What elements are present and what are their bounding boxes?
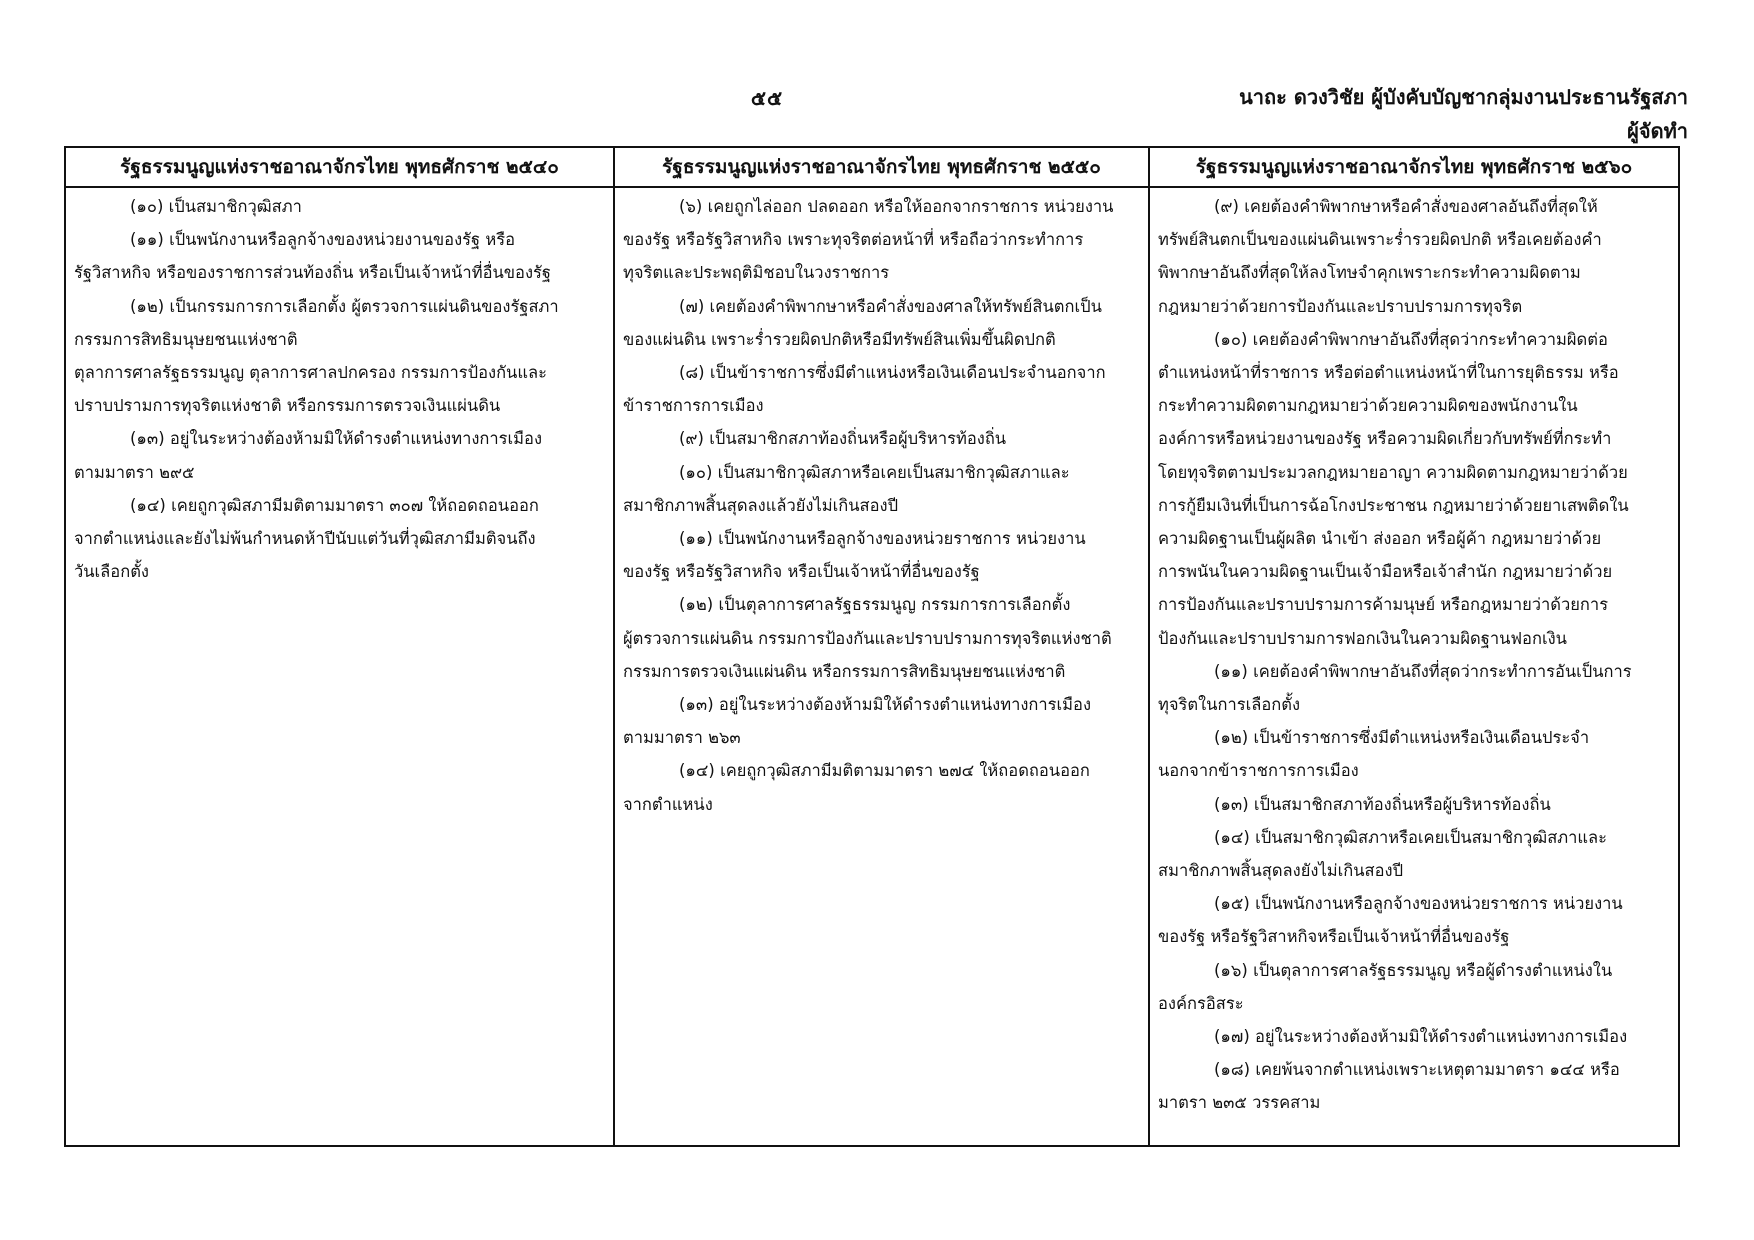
clause-paragraph: (๙) เคยต้องคำพิพากษาหรือคำสั่งของศาลอันถึงที่สุดให้ ทรัพย์สินตกเป็นของแผ่นดินเพราะร่ำรวยผิดปกติ หรือเคยต้องคำ พิพากษาอันถึงที่สุดให้ลงโทษจำคุกเพราะกระทำความผิดตาม กฎหมายว่าด้วยการป้องกันและปราบปรามการทุจริต bbox=[1158, 197, 1602, 316]
clause-paragraph: (๘) เป็นข้าราชการซึ่งมีตำแหน่งหรือเงินเดือนประจำนอกจาก ข้าราชการการเมือง bbox=[623, 363, 1106, 416]
clause-paragraph: (๑๓) เป็นสมาชิกสภาท้องถิ่นหรือผู้บริหารท้องถิ่น bbox=[1214, 794, 1551, 814]
clause-paragraph: (๑๓) อยู่ในระหว่างต้องห้ามมิให้ดำรงตำแหน่งทางการเมือง ตามมาตรา ๒๖๓ bbox=[623, 695, 1092, 748]
column-2540 bbox=[66, 148, 613, 1145]
column-header-2560: รัฐธรรมนูญแห่งราชอาณาจักรไทย พุทธศักราช ๒๕๖๐ bbox=[1150, 148, 1678, 188]
clause-paragraph: (๑๔) เป็นสมาชิกวุฒิสภาหรือเคยเป็นสมาชิกวุฒิสภาและ สมาชิกภาพสิ้นสุดลงยังไม่เกินสองปี bbox=[1158, 827, 1608, 881]
clause-paragraph: (๑๑) เคยต้องคำพิพากษาอันถึงที่สุดว่ากระทำการอันเป็นการ ทุจริตในการเลือกตั้ง bbox=[1158, 661, 1632, 715]
clause-paragraph: (๗) เคยต้องคำพิพากษาหรือคำสั่งของศาลให้ทรัพย์สินตกเป็น ของแผ่นดิน เพราะร่ำรวยผิดปกติหรือมีทรัพย์สินเพิ่มขึ้นผิดปกติ bbox=[623, 296, 1102, 349]
clause-paragraph: (๑๒) เป็นกรรมการการเลือกตั้ง ผู้ตรวจการแผ่นดินของรัฐสภา กรรมการสิทธิมนุษยชนแห่งชาติ bbox=[74, 296, 559, 349]
column-body-2560 bbox=[1150, 188, 1678, 1120]
clause-paragraph: (๑๒) เป็นตุลาการศาลรัฐธรรมนูญ กรรมการการเลือกตั้ง ผู้ตรวจการแผ่นดิน กรรมการป้องกันและปราบปรามการทุจริตแห่งชาติ กรรมการตรวจเงินแผ่นดิน หรือกรรมการสิทธิมนุษยชนแห่งชาติ bbox=[623, 595, 1112, 681]
column-header-2550: รัฐธรรมนูญแห่งราชอาณาจักรไทย พุทธศักราช ๒๕๕๐ bbox=[615, 148, 1148, 188]
clause-paragraph: (๖) เคยถูกไล่ออก ปลดออก หรือให้ออกจากราชการ หน่วยงาน ของรัฐ หรือรัฐวิสาหกิจ เพราะทุจริตต่อหน้าที่ หรือถือว่ากระทำการ ทุจริตและประพฤติมิชอบในวงราชการ bbox=[623, 197, 1114, 283]
author-name: นาถะ ดวงวิชัย ผู้บังคับบัญชากลุ่มงานประธานรัฐสภา bbox=[1239, 85, 1688, 109]
comparison-table bbox=[64, 146, 1680, 1147]
column-header-2540: รัฐธรรมนูญแห่งราชอาณาจักรไทย พุทธศักราช ๒๕๔๐ bbox=[66, 148, 613, 188]
column-2560 bbox=[1148, 148, 1678, 1145]
author-role: ผู้จัดทำ bbox=[1627, 119, 1688, 143]
clause-paragraph: (๑๐) เคยต้องคำพิพากษาอันถึงที่สุดว่ากระทำความผิดต่อ ตำแหน่งหน้าที่ราชการ หรือต่อตำแหน่งหน้าที่ในการยุติธรรม หรือ กระทำความผิดตามกฎหมายว่าด้วยความผิดของพนักงานใน องค์การหรือหน่วยงานของรัฐ หรือความผิดเกี่ยวกับทรัพย์ที่กระทำ โดยทุจริตตามประมวลกฎหมายอาญา ความผิดตามกฎหมายว่าด้วย การกู้ยืมเงินที่เป็นการฉ้อโกงประชาชน กฎหมายว่าด้วยยาเสพติดใน ความผิดฐานเป็นผู้ผลิต นำเข้า ส่งออก หรือผู้ค้า กฎหมายว่าด้วย การพนันในความผิดฐานเป็นเจ้ามือหรือเจ้าสำนัก กฎหมายว่าด้วย การป้องกันและปราบปรามการค้ามนุษย์ หรือกฎหมายว่าด้วยการ ป้องกันและปราบปรามการฟอกเงินในความผิดฐานฟอกเงิน bbox=[1158, 329, 1629, 648]
clause-paragraph: (๑๓) อยู่ในระหว่างต้องห้ามมิให้ดำรงตำแหน่งทางการเมือง ตามมาตรา ๒๙๕ bbox=[74, 429, 543, 482]
clause-paragraph: (๙) เป็นสมาชิกสภาท้องถิ่นหรือผู้บริหารท้องถิ่น bbox=[679, 429, 1007, 449]
clause-paragraph: (๑๐) เป็นสมาชิกวุฒิสภา bbox=[130, 197, 302, 216]
clause-paragraph: (๑๑) เป็นพนักงานหรือลูกจ้างของหน่วยราชการ หน่วยงาน ของรัฐ หรือรัฐวิสาหกิจ หรือเป็นเจ้าหน้าที่อื่นของรัฐ bbox=[623, 529, 1086, 582]
column-body-2540 bbox=[66, 188, 613, 588]
column-2550 bbox=[613, 148, 1148, 1145]
clause-paragraph: (๑๔) เคยถูกวุฒิสภามีมติตามมาตรา ๓๐๗ ให้ถอดถอนออก จากตำแหน่งและยังไม่พ้นกำหนดห้าปีนับแต่วันที่วุฒิสภามีมติจนถึง วันเลือกตั้ง bbox=[74, 495, 539, 582]
clause-paragraph: (๑๗) อยู่ในระหว่างต้องห้ามมิให้ดำรงตำแหน่งทางการเมือง bbox=[1214, 1027, 1628, 1047]
clause-paragraph: (๑๒) เป็นข้าราชการซึ่งมีตำแหน่งหรือเงินเดือนประจำ นอกจากข้าราชการการเมือง bbox=[1158, 728, 1590, 781]
clause-paragraph: ตุลาการศาลรัฐธรรมนูญ ตุลาการศาลปกครอง กรรมการป้องกันและ ปราบปรามการทุจริตแห่งชาติ หรือกรรมการตรวจเงินแผ่นดิน bbox=[74, 363, 547, 416]
page-number-text: ๕๕ bbox=[750, 86, 784, 110]
clause-paragraph: (๑๕) เป็นพนักงานหรือลูกจ้างของหน่วยราชการ หน่วยงาน ของรัฐ หรือรัฐวิสาหกิจหรือเป็นเจ้าหน้าที่อื่นของรัฐ bbox=[1158, 894, 1623, 947]
clause-paragraph: (๑๘) เคยพ้นจากตำแหน่งเพราะเหตุตามมาตรา ๑๔๔ หรือ มาตรา ๒๓๕ วรรคสาม bbox=[1158, 1060, 1620, 1113]
clause-paragraph: (๑๐) เป็นสมาชิกวุฒิสภาหรือเคยเป็นสมาชิกวุฒิสภาและ สมาชิกภาพสิ้นสุดลงแล้วยังไม่เกินสองปี bbox=[623, 462, 1070, 515]
clause-paragraph: (๑๔) เคยถูกวุฒิสภามีมติตามมาตรา ๒๗๔ ให้ถอดถอนออก จากตำแหน่ง bbox=[623, 761, 1090, 814]
clause-paragraph: (๑๑) เป็นพนักงานหรือลูกจ้างของหน่วยงานของรัฐ หรือ รัฐวิสาหกิจ หรือของราชการส่วนท้องถิ่น หรือเป็นเจ้าหน้าที่อื่นของรัฐ bbox=[74, 230, 551, 283]
clause-paragraph: (๑๖) เป็นตุลาการศาลรัฐธรรมนูญ หรือผู้ดำรงตำแหน่งใน องค์กรอิสระ bbox=[1158, 960, 1613, 1013]
author-block bbox=[1239, 80, 1688, 148]
column-body-2550 bbox=[615, 188, 1148, 821]
